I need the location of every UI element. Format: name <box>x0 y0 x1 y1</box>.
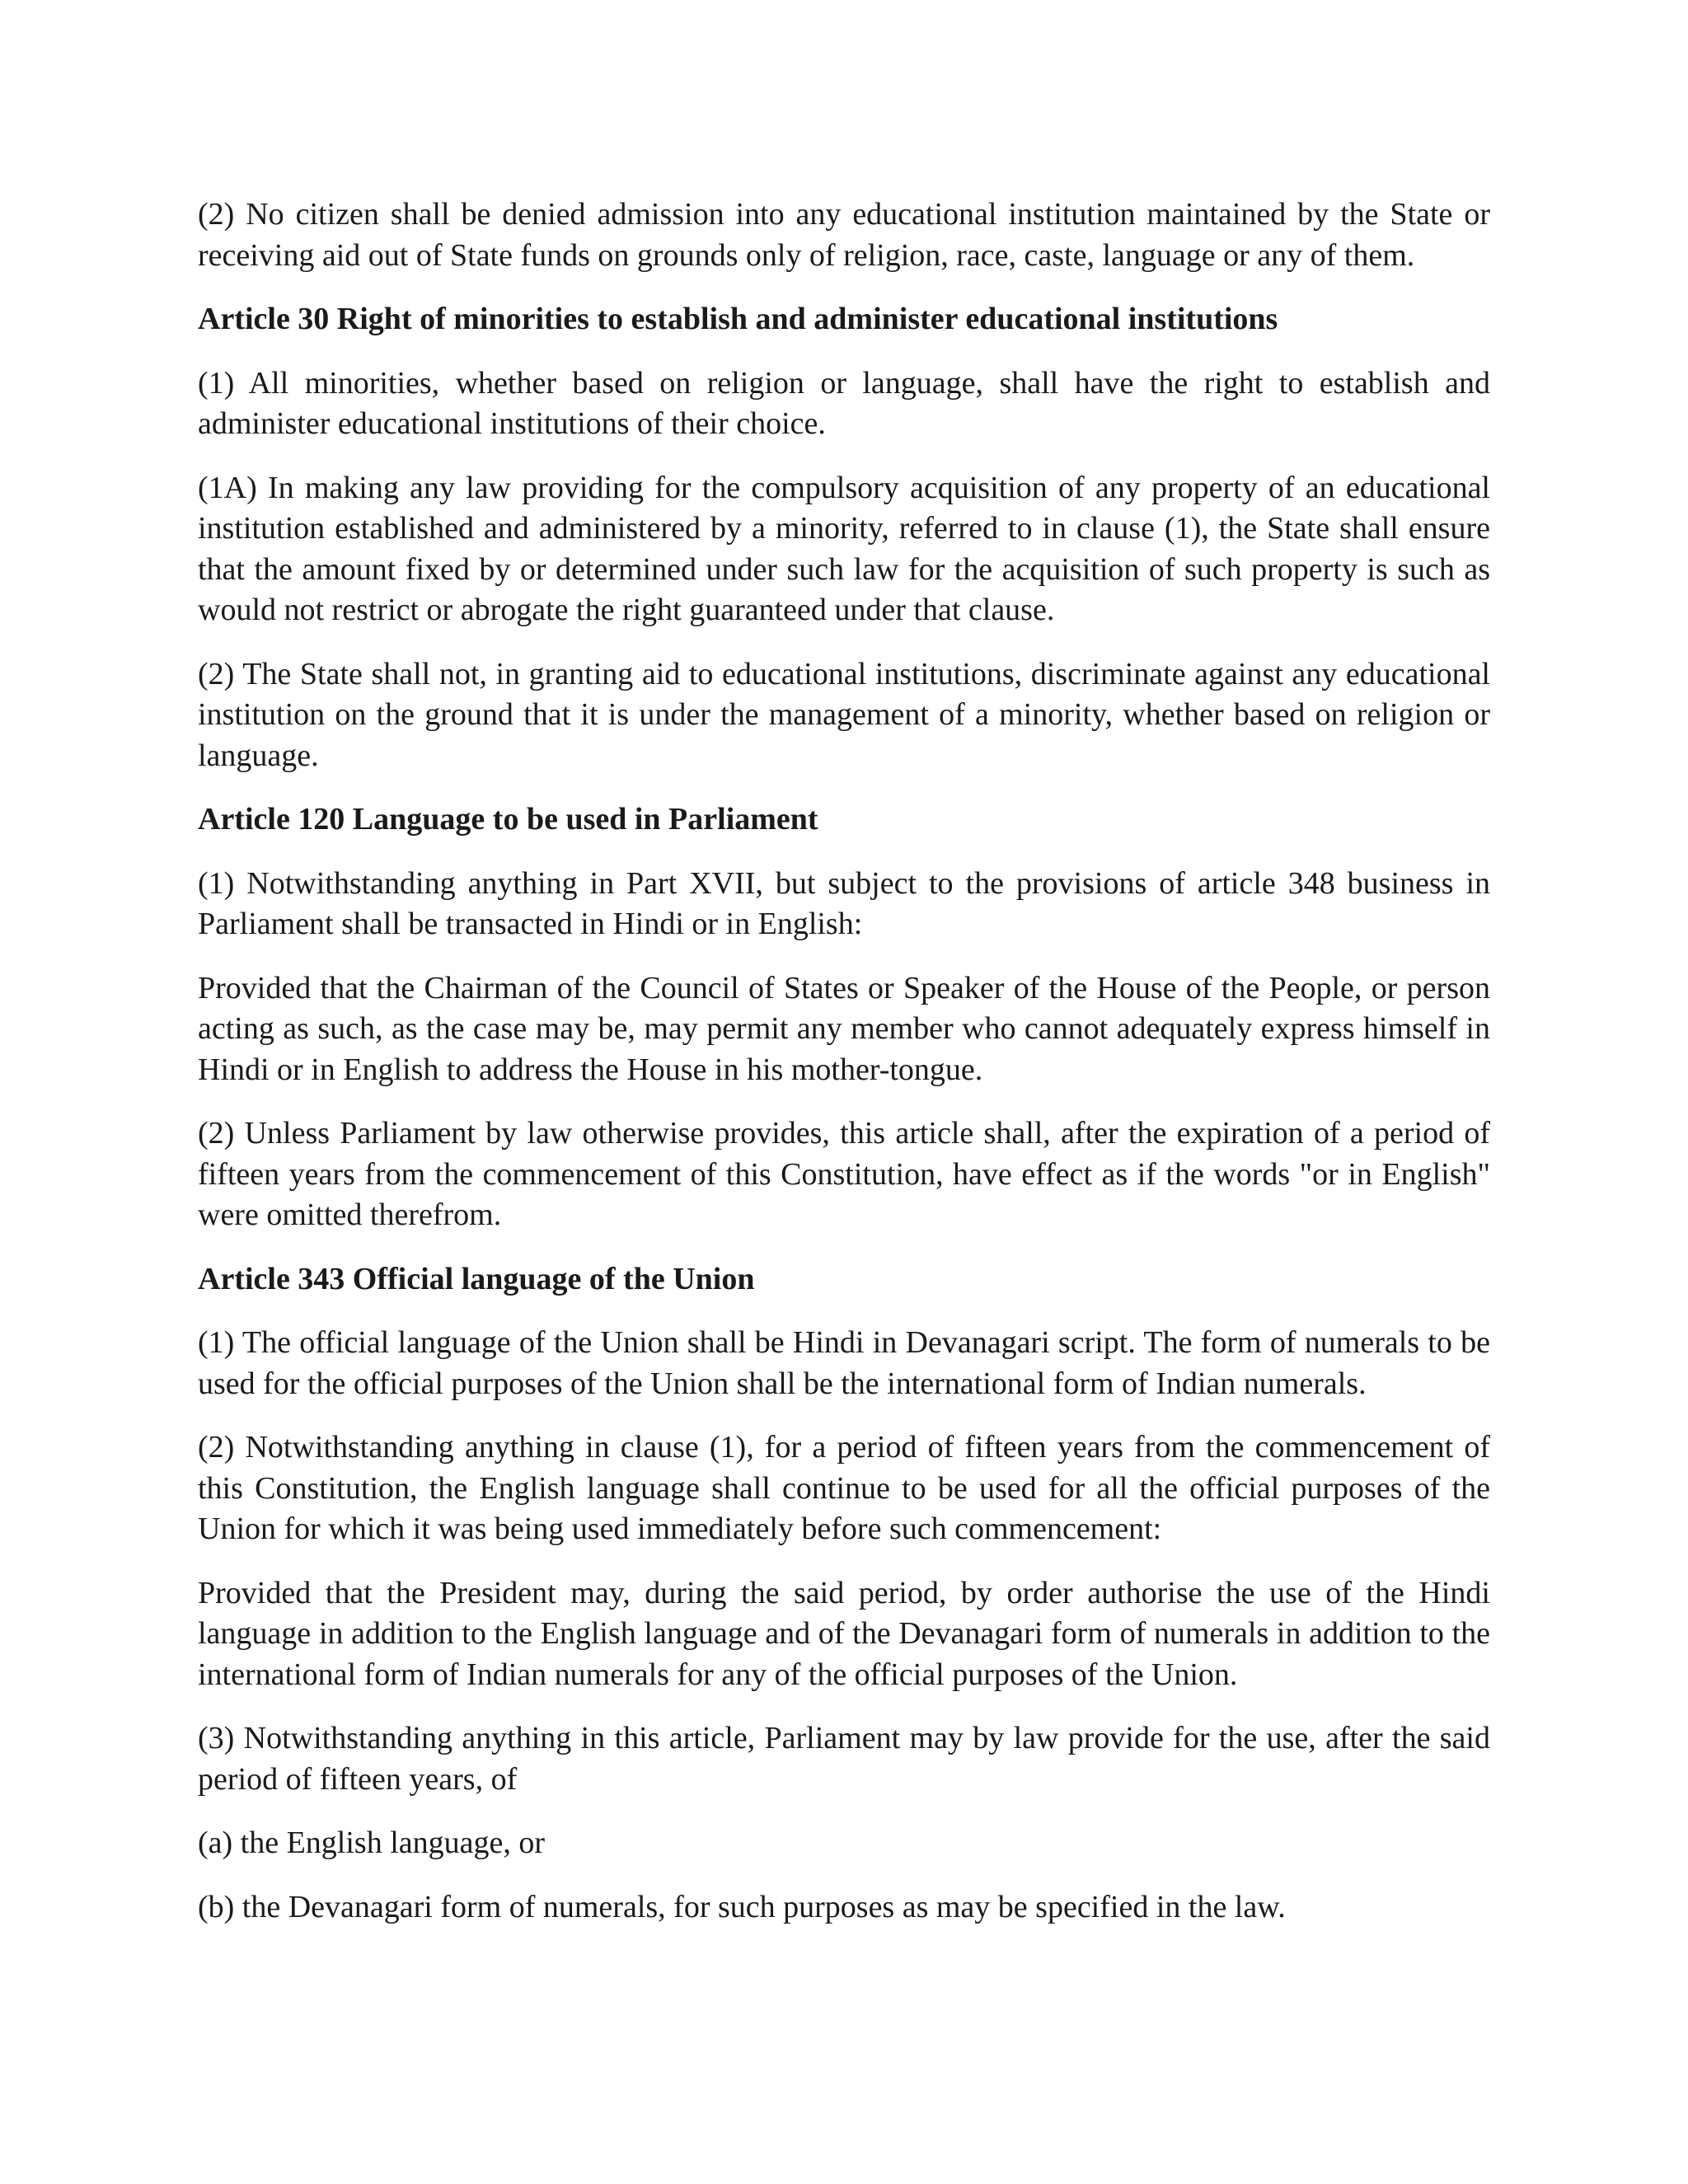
article-29-clause-2: (2) No citizen shall be denied admission into any educational institution maintained by the State or receiving aid out of State funds on grounds only of religion, race, caste, language or any of them. <box>198 197 1490 273</box>
article-343-heading: Article 343 Official language of the Union <box>198 1261 755 1296</box>
article-120-proviso: Provided that the Chairman of the Council of States or Speaker of the House of the People, or person acting as such, as the case may be, may permit any member who cannot adequately express himself in Hindi or in English to address the House in his mother-tongue. <box>198 970 1490 1087</box>
article-120-heading: Article 120 Language to be used in Parliament <box>198 802 818 837</box>
article-30-clause-1a: (1A) In making any law providing for the compulsory acquisition of any property of an educational institution established and administered by a minority, referred to in clause (1), the State shall ensure that the amount fixed by or determined under such law for the acquisition of such property is such as would not restrict or abrogate the right guaranteed under that clause. <box>198 470 1490 627</box>
article-30-clause-1: (1) All minorities, whether based on religion or language, shall have the right to establish and administer educational institutions of their choice. <box>198 365 1490 441</box>
article-30-heading: Article 30 Right of minorities to establish and administer educational institutions <box>198 302 1278 336</box>
article-343-clause-3: (3) Notwithstanding anything in this article, Parliament may by law provide for the use, after the said period of fifteen years, of <box>198 1721 1490 1797</box>
article-343-clause-3b: (b) the Devanagari form of numerals, for such purposes as may be specified in the law. <box>198 1889 1286 1924</box>
article-343-clause-3a: (a) the English language, or <box>198 1825 546 1860</box>
article-343-proviso: Provided that the President may, during the said period, by order authorise the use of the Hindi language in addition to the English language and of the Devanagari form of numerals in addition to the international form of Indian numerals for any of the official purposes of the Union. <box>198 1575 1490 1692</box>
article-30-clause-2: (2) The State shall not, in granting aid to educational institutions, discriminate against any educational institution on the ground that it is under the management of a minority, whether based on religion or language. <box>198 656 1490 773</box>
article-343-clause-2: (2) Notwithstanding anything in clause (1), for a period of fifteen years from the commencement of this Constitution, the English language shall continue to be used for all the official purposes of the Union for which it was being used immediately before such commencement: <box>198 1430 1490 1546</box>
article-120-clause-1: (1) Notwithstanding anything in Part XVII, but subject to the provisions of article 348 business in Parliament shall be transacted in Hindi or in English: <box>198 865 1490 941</box>
article-120-clause-2: (2) Unless Parliament by law otherwise provides, this article shall, after the expiration of a period of fifteen years from the commencement of this Constitution, have effect as if the words "or in English" were omitted therefrom. <box>198 1116 1490 1232</box>
document-page <box>198 194 1490 1951</box>
article-343-clause-1: (1) The official language of the Union shall be Hindi in Devanagari script. The form of numerals to be used for the official purposes of the Union shall be the international form of Indian numerals. <box>198 1325 1490 1401</box>
